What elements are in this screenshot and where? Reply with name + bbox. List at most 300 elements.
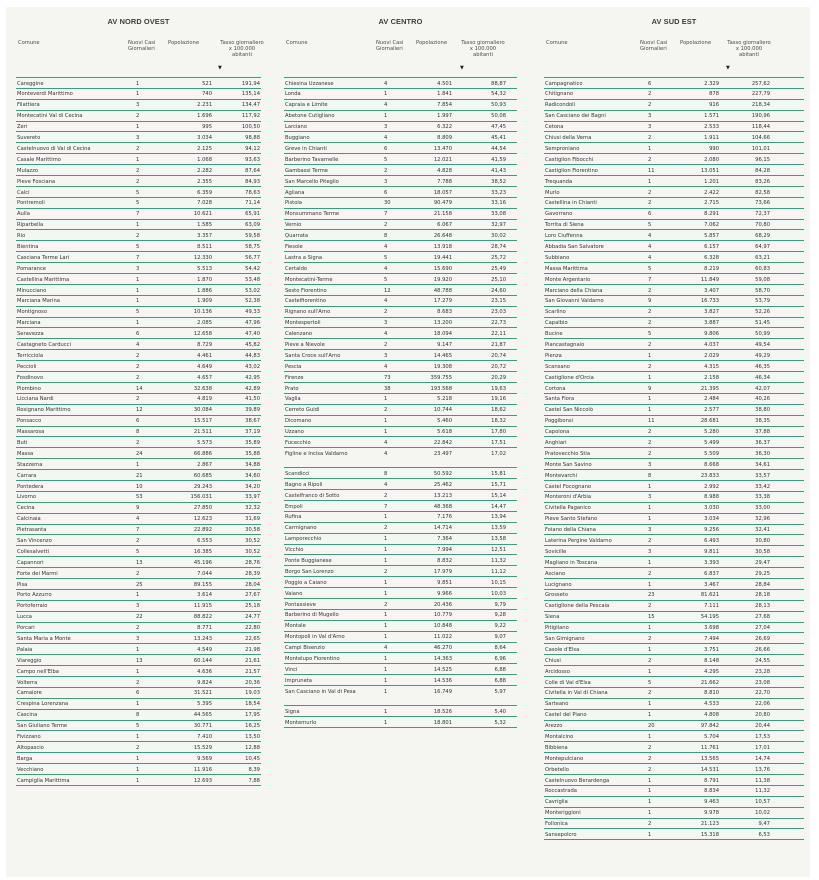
table-row — [544, 110, 804, 121]
table-row — [16, 589, 261, 600]
cell-nuovi-casi: 1 — [648, 734, 652, 741]
cell-nuovi-casi: 1 — [136, 124, 140, 131]
table-row — [284, 77, 517, 88]
cell-nuovi-casi: 1 — [648, 581, 652, 588]
table-row — [544, 622, 804, 633]
cell-comune: Montelupo Fiorentino — [285, 656, 340, 663]
table-row — [544, 828, 804, 839]
table-row — [16, 447, 261, 458]
cell-nuovi-casi: 2 — [648, 429, 652, 436]
cell-nuovi-casi: 73 — [384, 374, 391, 381]
cell-tasso: 6,53 — [758, 832, 770, 839]
cell-nuovi-casi: 8 — [648, 472, 652, 479]
cell-popolazione: 88.822 — [193, 614, 212, 621]
cell-nuovi-casi: 12 — [384, 287, 391, 294]
cell-nuovi-casi: 2 — [136, 233, 140, 240]
cell-tasso: 59,58 — [245, 233, 260, 240]
cell-comune: Arezzo — [545, 723, 563, 730]
cell-tasso: 36,37 — [755, 439, 770, 446]
cell-comune: Civitella in Val di Chiana — [545, 690, 608, 697]
cell-popolazione: 13.565 — [700, 755, 719, 762]
cell-popolazione: 6.067 — [437, 222, 452, 229]
cell-comune: Signa — [285, 708, 300, 715]
table-row — [544, 306, 804, 317]
cell-tasso: 22,11 — [491, 331, 506, 338]
cell-popolazione: 8.988 — [704, 494, 719, 501]
cell-tasso: 59,08 — [755, 276, 770, 283]
cell-nuovi-casi: 5 — [384, 276, 388, 283]
cell-nuovi-casi: 25 — [136, 581, 143, 588]
cell-popolazione: 4.315 — [704, 363, 719, 370]
cell-comune: San Giovanni Valdarno — [545, 298, 604, 305]
cell-tasso: 26,69 — [755, 636, 770, 643]
cell-nuovi-casi: 14 — [136, 385, 143, 392]
cell-comune: Licciana Nardi — [17, 396, 54, 403]
cell-popolazione: 5.513 — [197, 265, 212, 272]
cell-comune: Buti — [17, 439, 28, 446]
cell-nuovi-casi: 2 — [648, 320, 652, 327]
cell-tasso: 27,04 — [755, 625, 770, 632]
table-row — [284, 598, 517, 609]
cell-popolazione: 8.791 — [704, 777, 719, 784]
cell-comune: Castellina Marittima — [17, 276, 70, 283]
cell-popolazione: 359.755 — [430, 374, 452, 381]
table-row — [284, 131, 517, 142]
cell-comune: Chiusi — [545, 657, 561, 664]
cell-tasso: 38,67 — [245, 418, 260, 425]
cell-popolazione: 7.994 — [437, 547, 452, 554]
table-row — [544, 88, 804, 99]
cell-nuovi-casi: 1 — [648, 668, 652, 675]
cell-popolazione: 19.441 — [433, 254, 452, 261]
cell-comune: Bagno a Ripoli — [285, 481, 323, 488]
table-row — [544, 219, 804, 230]
table-row — [16, 643, 261, 654]
cell-tasso: 28,13 — [755, 603, 770, 610]
table-row — [544, 77, 804, 88]
cell-nuovi-casi: 2 — [648, 450, 652, 457]
cell-tasso: 30,58 — [245, 527, 260, 534]
cell-popolazione: 7.788 — [437, 178, 452, 185]
table-row — [544, 415, 804, 426]
table-row — [16, 240, 261, 251]
cell-popolazione: 4.636 — [197, 668, 212, 675]
cell-popolazione: 17.979 — [433, 568, 452, 575]
cell-comune: Buggiano — [285, 135, 310, 142]
cell-popolazione: 90.479 — [433, 200, 452, 207]
cell-tasso: 11,32 — [755, 788, 770, 795]
cell-nuovi-casi: 1 — [648, 483, 652, 490]
cell-tasso: 23,28 — [755, 668, 770, 675]
cell-tasso: 54,42 — [245, 265, 260, 272]
cell-tasso: 25,72 — [491, 254, 506, 261]
table-row — [16, 404, 261, 415]
cell-tasso: 53,02 — [245, 287, 260, 294]
cell-popolazione: 15.690 — [433, 265, 452, 272]
cell-popolazione: 2.715 — [704, 200, 719, 207]
cell-popolazione: 4.819 — [197, 396, 212, 403]
cell-comune: Montopoli in Val d'Arno — [285, 634, 345, 641]
table-row — [16, 600, 261, 611]
cell-nuovi-casi: 7 — [136, 211, 140, 218]
cell-comune: Castagneto Carducci — [17, 341, 71, 348]
cell-nuovi-casi: 2 — [648, 287, 652, 294]
table-row — [284, 164, 517, 175]
cell-tasso: 22,70 — [755, 690, 770, 697]
cell-comune: Cetona — [545, 124, 564, 131]
cell-nuovi-casi: 7 — [648, 276, 652, 283]
cell-popolazione: 18.094 — [433, 331, 452, 338]
cell-tasso: 42,07 — [755, 385, 770, 392]
cell-nuovi-casi: 12 — [136, 407, 143, 414]
cell-tasso: 11,38 — [755, 777, 770, 784]
cell-tasso: 51,45 — [755, 320, 770, 327]
table-row — [16, 730, 261, 741]
table-row — [16, 306, 261, 317]
cell-tasso: 17,95 — [245, 712, 260, 719]
table-row — [284, 186, 517, 197]
cell-popolazione: 13.213 — [433, 492, 452, 499]
cell-nuovi-casi: 1 — [648, 505, 652, 512]
cell-nuovi-casi: 3 — [648, 113, 652, 120]
cell-popolazione: 14.536 — [433, 677, 452, 684]
table-row — [284, 338, 517, 349]
cell-comune: Fosdinovo — [17, 374, 44, 381]
cell-nuovi-casi: 4 — [384, 645, 388, 652]
table-row — [284, 110, 517, 121]
cell-comune: Carmignano — [285, 525, 317, 532]
table-row — [284, 273, 517, 284]
cell-popolazione: 60.685 — [193, 472, 212, 479]
table-body — [16, 77, 261, 786]
cell-nuovi-casi: 1 — [384, 708, 388, 715]
cell-comune: Casole d'Elsa — [545, 646, 580, 653]
cell-tasso: 17,51 — [491, 439, 506, 446]
cell-popolazione: 3.393 — [704, 559, 719, 566]
cell-popolazione: 23.497 — [433, 450, 452, 457]
cell-nuovi-casi: 5 — [648, 679, 652, 686]
table-row — [16, 524, 261, 535]
cell-popolazione: 28.681 — [700, 418, 719, 425]
cell-tasso: 38,35 — [755, 418, 770, 425]
cell-comune: Uzzano — [285, 429, 304, 436]
table-row — [16, 229, 261, 240]
cell-tasso: 6,96 — [494, 656, 506, 663]
header-popolazione[interactable]: Popolazione — [168, 40, 200, 46]
table-row — [284, 620, 517, 631]
sort-desc-icon[interactable]: ▼ — [726, 65, 730, 71]
cell-tasso: 5,32 — [494, 719, 506, 726]
cell-popolazione: 5.704 — [704, 734, 719, 741]
cell-nuovi-casi: 2 — [648, 102, 652, 109]
table-row — [284, 382, 517, 393]
header-tasso[interactable]: Tasso giornaliero x 100.000 abitanti — [461, 40, 505, 59]
cell-nuovi-casi: 1 — [384, 666, 388, 673]
table-row — [16, 502, 261, 513]
cell-popolazione: 19.920 — [433, 276, 452, 283]
cell-popolazione: 10.744 — [433, 407, 452, 414]
table-row — [544, 632, 804, 643]
cell-nuovi-casi: 8 — [384, 470, 388, 477]
cell-popolazione: 17.279 — [433, 298, 452, 305]
cell-comune: Volterra — [17, 679, 38, 686]
cell-popolazione: 9.966 — [437, 590, 452, 597]
cell-nuovi-casi: 2 — [136, 396, 140, 403]
cell-comune: Poggibonsi — [545, 418, 574, 425]
cell-nuovi-casi: 2 — [136, 145, 140, 152]
cell-nuovi-casi: 7 — [136, 254, 140, 261]
cell-comune: Gambassi Terme — [285, 167, 328, 174]
cell-nuovi-casi: 2 — [648, 91, 652, 98]
cell-comune: Castel Focognano — [545, 483, 592, 490]
cell-tasso: 25,10 — [491, 276, 506, 283]
cell-tasso: 58,75 — [245, 243, 260, 250]
cell-comune: Santa Maria a Monte — [17, 636, 71, 643]
cell-nuovi-casi: 2 — [648, 200, 652, 207]
cell-tasso: 12,88 — [245, 744, 260, 751]
table-row — [544, 121, 804, 132]
cell-comune: Careggine — [17, 80, 44, 87]
table-row — [284, 716, 517, 727]
cell-popolazione: 1.909 — [197, 298, 212, 305]
table-row — [284, 153, 517, 164]
cell-nuovi-casi: 2 — [136, 167, 140, 174]
table-row — [544, 709, 804, 720]
cell-popolazione: 21.662 — [700, 679, 719, 686]
cell-tasso: 33,97 — [245, 494, 260, 501]
cell-popolazione: 2.992 — [704, 483, 719, 490]
cell-comune: Orbetello — [545, 766, 569, 773]
cell-comune: Loro Ciuffenna — [545, 233, 583, 240]
header-tasso[interactable]: Tasso giornaliero x 100.000 abitanti — [220, 40, 264, 59]
cell-tasso: 29,47 — [755, 559, 770, 566]
cell-comune: Capalbio — [545, 320, 568, 327]
cell-popolazione: 5.280 — [704, 429, 719, 436]
cell-popolazione: 6.328 — [704, 254, 719, 261]
cell-popolazione: 66.886 — [193, 450, 212, 457]
cell-popolazione: 8.668 — [704, 461, 719, 468]
cell-tasso: 13,59 — [491, 525, 506, 532]
cell-nuovi-casi: 1 — [136, 646, 140, 653]
cell-nuovi-casi: 1 — [136, 80, 140, 87]
cell-nuovi-casi: 1 — [136, 91, 140, 98]
cell-tasso: 33,00 — [755, 505, 770, 512]
cell-comune: Pratovecchio Stia — [545, 450, 591, 457]
cell-nuovi-casi: 11 — [648, 167, 655, 174]
table-row — [544, 404, 804, 415]
table-row — [16, 262, 261, 273]
table-row — [544, 262, 804, 273]
cell-nuovi-casi: 1 — [648, 777, 652, 784]
header-tasso[interactable]: Tasso giornaliero x 100.000 abitanti — [727, 40, 771, 59]
cell-popolazione: 4.037 — [704, 341, 719, 348]
cell-nuovi-casi: 1 — [136, 222, 140, 229]
cell-nuovi-casi: 2 — [648, 755, 652, 762]
table-row — [284, 467, 517, 478]
cell-nuovi-casi: 1 — [136, 156, 140, 163]
cell-popolazione: 2.577 — [704, 407, 719, 414]
header-comune[interactable]: Comune — [546, 40, 568, 46]
cell-popolazione: 15.517 — [193, 418, 212, 425]
table-row — [284, 262, 517, 273]
cell-nuovi-casi: 1 — [384, 536, 388, 543]
cell-comune: Porcari — [17, 625, 35, 632]
cell-nuovi-casi: 1 — [648, 374, 652, 381]
cell-tasso: 17,80 — [491, 429, 506, 436]
cell-tasso: 30,52 — [245, 548, 260, 555]
cell-tasso: 49,29 — [755, 352, 770, 359]
cell-tasso: 44,54 — [491, 145, 506, 152]
cell-comune: Massa Marittima — [545, 265, 588, 272]
table-row — [284, 533, 517, 544]
cell-popolazione: 8.511 — [197, 243, 212, 250]
cell-tasso: 93,63 — [245, 156, 260, 163]
cell-popolazione: 11.761 — [700, 744, 719, 751]
cell-tasso: 25,49 — [491, 265, 506, 272]
table-row — [284, 240, 517, 251]
table-bottom-rule — [16, 785, 261, 786]
cell-popolazione: 5.460 — [437, 418, 452, 425]
cell-popolazione: 18.526 — [433, 708, 452, 715]
table-row — [16, 774, 261, 785]
cell-comune: Fiesole — [285, 243, 303, 250]
table-row — [544, 763, 804, 774]
cell-nuovi-casi: 2 — [648, 636, 652, 643]
cell-tasso: 6,88 — [494, 677, 506, 684]
cell-popolazione: 4.501 — [437, 80, 452, 87]
cell-comune: Forte dei Marmi — [17, 570, 58, 577]
table-row — [544, 229, 804, 240]
cell-tasso: 191,94 — [241, 80, 260, 87]
header-nuovi-casi[interactable]: Nuovi Casi Giornalieri — [640, 40, 668, 53]
cell-comune: Cerreto Guidi — [285, 407, 320, 414]
cell-nuovi-casi: 5 — [384, 254, 388, 261]
table-row — [284, 674, 517, 685]
cell-comune: Sarteano — [545, 701, 569, 708]
cell-comune: Monte Argentario — [545, 276, 591, 283]
cell-comune: Campagnatico — [545, 80, 583, 87]
table-row — [284, 489, 517, 500]
cell-nuovi-casi: 4 — [384, 298, 388, 305]
cell-popolazione: 12.021 — [433, 156, 452, 163]
cell-tasso: 257,62 — [751, 80, 770, 87]
cell-popolazione: 9.256 — [704, 527, 719, 534]
cell-tasso: 10,02 — [755, 810, 770, 817]
cell-comune: Scansano — [545, 363, 570, 370]
cell-popolazione: 22.892 — [193, 527, 212, 534]
cell-popolazione: 21.511 — [193, 429, 212, 436]
cell-tasso: 20,29 — [491, 374, 506, 381]
cell-popolazione: 1.997 — [437, 113, 452, 120]
cell-nuovi-casi: 4 — [384, 243, 388, 250]
header-nuovi-casi[interactable]: Nuovi Casi Giornalieri — [376, 40, 404, 53]
cell-popolazione: 3.698 — [704, 625, 719, 632]
table-row — [16, 186, 261, 197]
cell-tasso: 29,25 — [755, 570, 770, 577]
cell-tasso: 17,53 — [755, 734, 770, 741]
cell-nuovi-casi: 1 — [648, 701, 652, 708]
cell-nuovi-casi: 9 — [648, 385, 652, 392]
table-row — [284, 229, 517, 240]
cell-tasso: 98,88 — [245, 135, 260, 142]
header-popolazione[interactable]: Popolazione — [680, 40, 712, 46]
cell-tasso: 22,73 — [491, 320, 506, 327]
cell-popolazione: 5.857 — [704, 233, 719, 240]
cell-tasso: 33,38 — [755, 494, 770, 501]
cell-nuovi-casi: 1 — [648, 396, 652, 403]
cell-popolazione: 7.044 — [197, 570, 212, 577]
table-row — [284, 284, 517, 295]
cell-popolazione: 3.827 — [704, 309, 719, 316]
cell-nuovi-casi: 1 — [384, 558, 388, 564]
cell-nuovi-casi: 5 — [136, 548, 140, 555]
table-row — [544, 360, 804, 371]
cell-popolazione: 14.531 — [700, 766, 719, 773]
cell-popolazione: 740 — [202, 91, 212, 98]
cell-nuovi-casi: 1 — [384, 719, 388, 726]
table-row — [284, 175, 517, 186]
cell-nuovi-casi: 3 — [648, 548, 652, 555]
cell-popolazione: 5.395 — [197, 701, 212, 708]
header-popolazione[interactable]: Popolazione — [416, 40, 448, 46]
cell-nuovi-casi: 23 — [648, 592, 655, 599]
cell-comune: Murlo — [545, 189, 560, 196]
cell-popolazione: 2.231 — [197, 102, 212, 109]
cell-tasso: 53,48 — [245, 276, 260, 283]
cell-nuovi-casi: 6 — [648, 80, 652, 87]
section-title: AV NORD OVEST — [107, 17, 170, 26]
cell-comune: Borgo San Lorenzo — [285, 568, 334, 575]
cell-comune: Castiglione della Pescaia — [545, 603, 610, 610]
cell-tasso: 17,01 — [755, 744, 770, 751]
cell-nuovi-casi: 2 — [648, 189, 652, 196]
cell-tasso: 45,82 — [245, 341, 260, 348]
cell-popolazione: 13.470 — [433, 145, 452, 152]
cell-comune: Mulazzo — [17, 167, 39, 174]
table-row — [16, 709, 261, 720]
cell-nuovi-casi: 15 — [648, 614, 655, 621]
cell-comune: Montale — [285, 623, 306, 630]
cell-nuovi-casi: 2 — [648, 363, 652, 370]
header-comune[interactable]: Comune — [286, 40, 308, 46]
cell-comune: Subbiano — [545, 254, 570, 261]
cell-tasso: 96,15 — [755, 156, 770, 163]
cell-comune: San Casciano in Val di Pesa — [285, 688, 356, 695]
table-row — [544, 153, 804, 164]
sort-desc-icon[interactable]: ▼ — [460, 65, 464, 71]
cell-nuovi-casi: 4 — [648, 254, 652, 261]
cell-tasso: 5,97 — [494, 688, 506, 695]
cell-popolazione: 44.565 — [193, 712, 212, 719]
cell-popolazione: 4.649 — [197, 363, 212, 370]
cell-popolazione: 4.533 — [704, 701, 719, 708]
cell-nuovi-casi: 5 — [136, 200, 140, 207]
cell-comune: Capannori — [17, 559, 44, 566]
cell-comune: Ponte Buggianese — [285, 558, 332, 564]
header-nuovi-casi[interactable]: Nuovi Casi Giornalieri — [128, 40, 156, 53]
cell-nuovi-casi: 1 — [384, 418, 388, 425]
table-row — [16, 632, 261, 643]
table-row — [284, 349, 517, 360]
cell-comune: Carrara — [17, 472, 37, 479]
table-row — [16, 491, 261, 502]
table-row — [16, 121, 261, 132]
sort-desc-icon[interactable]: ▼ — [218, 65, 222, 71]
cell-nuovi-casi: 5 — [136, 189, 140, 196]
header-comune[interactable]: Comune — [18, 40, 40, 46]
cell-comune: Abbadia San Salvatore — [545, 243, 604, 250]
cell-comune: Vecchiano — [17, 766, 44, 773]
